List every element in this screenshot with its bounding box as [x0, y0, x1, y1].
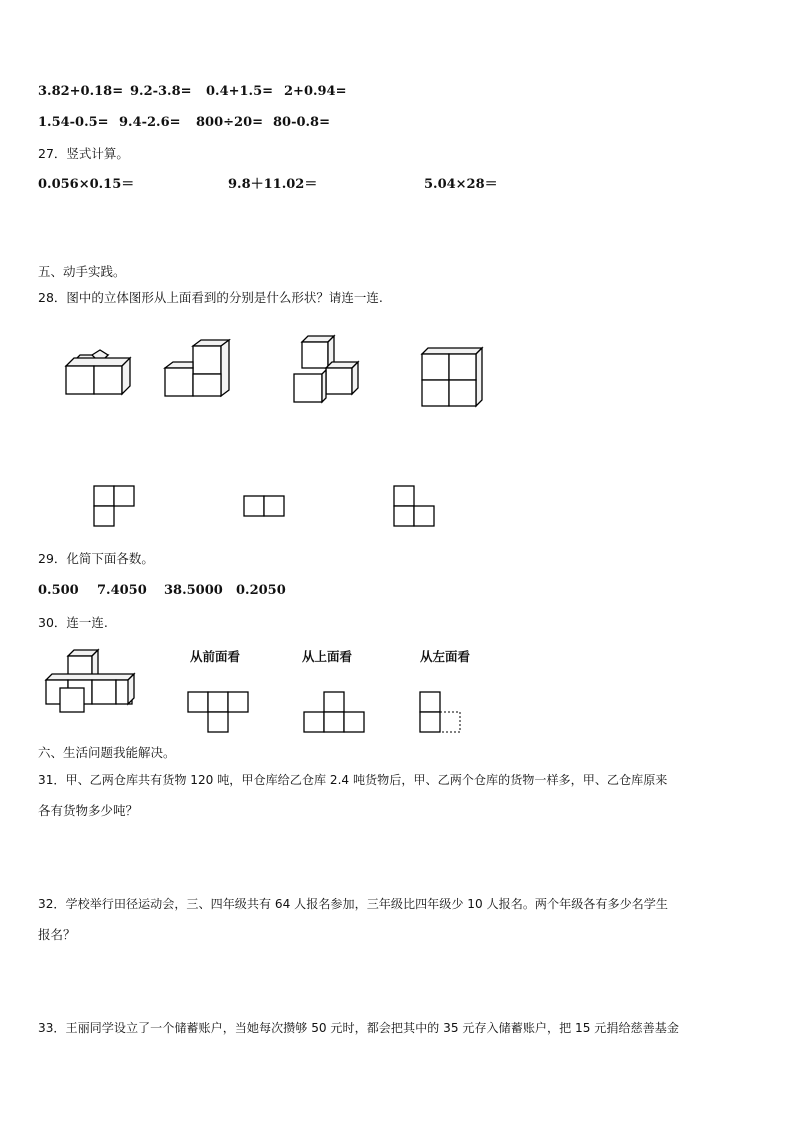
oral-calc-3: 0.4+1.5= — [206, 84, 274, 99]
q28-solid-2 — [163, 338, 233, 400]
q29-title: 29．化简下面各数。 — [38, 551, 154, 566]
q31-text-line2: 各有货物多少吨？ — [38, 803, 139, 818]
q28-view-3 — [394, 486, 436, 528]
oral-calc-5: 1.54-0.5= — [38, 115, 109, 130]
oral-calc-2: 9.2-3.8= — [130, 84, 192, 99]
q28-solid-4 — [420, 346, 484, 408]
q27-item-2: 9.8＋11.02＝ — [228, 177, 318, 192]
q27-item-3: 5.04×28＝ — [424, 177, 498, 192]
q30-view-label-left: 从左面看 — [420, 649, 471, 664]
q32-text-line1: 32．学校举行田径运动会，三、四年级共有 64 人报名参加，三年级比四年级少 10 人报名。两个年级各有多少名学生 — [38, 897, 668, 911]
q27-item-1: 0.056×0.15＝ — [38, 177, 135, 192]
q30-view-label-front: 从前面看 — [190, 649, 241, 664]
q30-view-shape-2 — [304, 692, 366, 736]
q28-view-2 — [244, 496, 286, 518]
oral-calc-1: 3.82+0.18= — [38, 84, 124, 99]
q30-title: 30．连一连. — [38, 615, 108, 630]
q33-text-line1: 33．王丽同学设立了一个储蓄账户，当她每次攒够 50 元时，都会把其中的 35 元存入储蓄账户，把 15 元捐给慈善基金 — [38, 1021, 679, 1035]
oral-calc-6: 9.4-2.6= — [119, 115, 181, 130]
section-5-heading: 五、动手实践。 — [38, 264, 126, 279]
q29-item-2: 7.4050 — [97, 583, 147, 598]
q31-text-line1: 31．甲、乙两仓库共有货物 120 吨，甲仓库给乙仓库 2.4 吨货物后，甲、乙两个仓库的货物一样多，甲、乙仓库原来 — [38, 773, 668, 787]
q29-item-4: 0.2050 — [236, 583, 286, 598]
q27-title: 27．竖式计算。 — [38, 146, 129, 161]
q28-view-1 — [94, 486, 136, 528]
oral-calc-7: 800÷20= — [196, 115, 264, 130]
q30-view-shape-1 — [188, 692, 250, 736]
q30-solid — [42, 648, 138, 716]
oral-calc-8: 80-0.8= — [273, 115, 330, 130]
q28-title: 28．图中的立体图形从上面看到的分别是什么形状？请连一连. — [38, 290, 383, 305]
q28-solid-3 — [290, 334, 360, 404]
q28-solid-1 — [60, 350, 130, 400]
section-6-heading: 六、生活问题我能解决。 — [38, 745, 176, 760]
q32-text-line2: 报名？ — [38, 927, 76, 942]
q29-item-3: 38.5000 — [164, 583, 223, 598]
q30-view-label-top: 从上面看 — [302, 649, 353, 664]
oral-calc-4: 2+0.94= — [284, 84, 347, 99]
q29-item-1: 0.500 — [38, 583, 79, 598]
q30-view-shape-3 — [420, 692, 464, 736]
